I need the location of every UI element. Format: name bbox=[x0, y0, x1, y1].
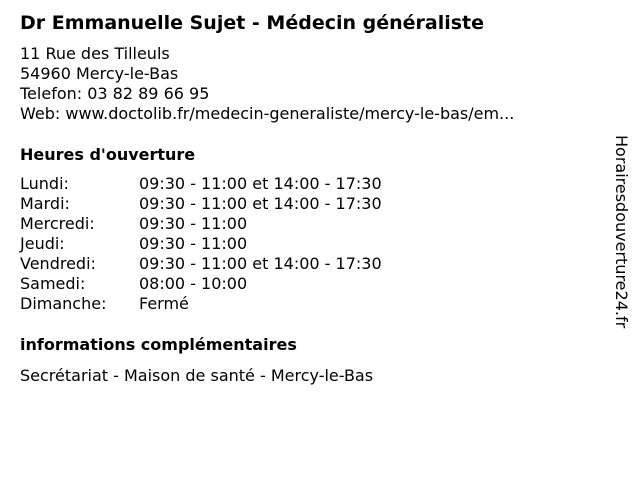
opening-hours-heading: Heures d'ouverture bbox=[20, 145, 196, 164]
page-title: Dr Emmanuelle Sujet - Médecin généraliste bbox=[20, 12, 485, 34]
hours-row bbox=[20, 194, 600, 214]
business-card bbox=[20, 10, 600, 386]
time-value: Fermé bbox=[139, 294, 189, 313]
time-value: 09:30 - 11:00 bbox=[139, 234, 248, 253]
hours-row bbox=[20, 274, 600, 294]
hours-row bbox=[20, 174, 600, 194]
time-value: 09:30 - 11:00 et 14:00 - 17:30 bbox=[139, 254, 382, 273]
day-label: Samedi: bbox=[20, 274, 86, 293]
hours-row bbox=[20, 254, 600, 274]
address-line-1: 11 Rue des Tilleuls bbox=[20, 44, 170, 63]
hours-row bbox=[20, 234, 600, 254]
site-watermark: Horairesdouverture24.fr bbox=[612, 135, 631, 329]
day-label: Dimanche: bbox=[20, 294, 107, 313]
address-line-2: 54960 Mercy-le-Bas bbox=[20, 64, 179, 83]
additional-info-text: Secrétariat - Maison de santé - Mercy-le-Bas bbox=[20, 366, 374, 385]
additional-info-heading: informations complémentaires bbox=[20, 335, 297, 354]
phone-line: Telefon: 03 82 89 66 95 bbox=[20, 84, 210, 103]
time-value: 09:30 - 11:00 et 14:00 - 17:30 bbox=[139, 174, 382, 193]
day-label: Jeudi: bbox=[20, 234, 65, 253]
time-value: 09:30 - 11:00 bbox=[139, 214, 248, 233]
time-value: 09:30 - 11:00 et 14:00 - 17:30 bbox=[139, 194, 382, 213]
contact-block bbox=[20, 44, 600, 124]
hours-row bbox=[20, 214, 600, 234]
opening-hours-table bbox=[20, 174, 600, 314]
day-label: Mercredi: bbox=[20, 214, 95, 233]
day-label: Vendredi: bbox=[20, 254, 96, 273]
hours-row bbox=[20, 294, 600, 314]
day-label: Lundi: bbox=[20, 174, 69, 193]
web-line[interactable]: Web: www.doctolib.fr/medecin-generaliste/mercy-le-bas/em... bbox=[20, 104, 515, 123]
day-label: Mardi: bbox=[20, 194, 70, 213]
time-value: 08:00 - 10:00 bbox=[139, 274, 248, 293]
